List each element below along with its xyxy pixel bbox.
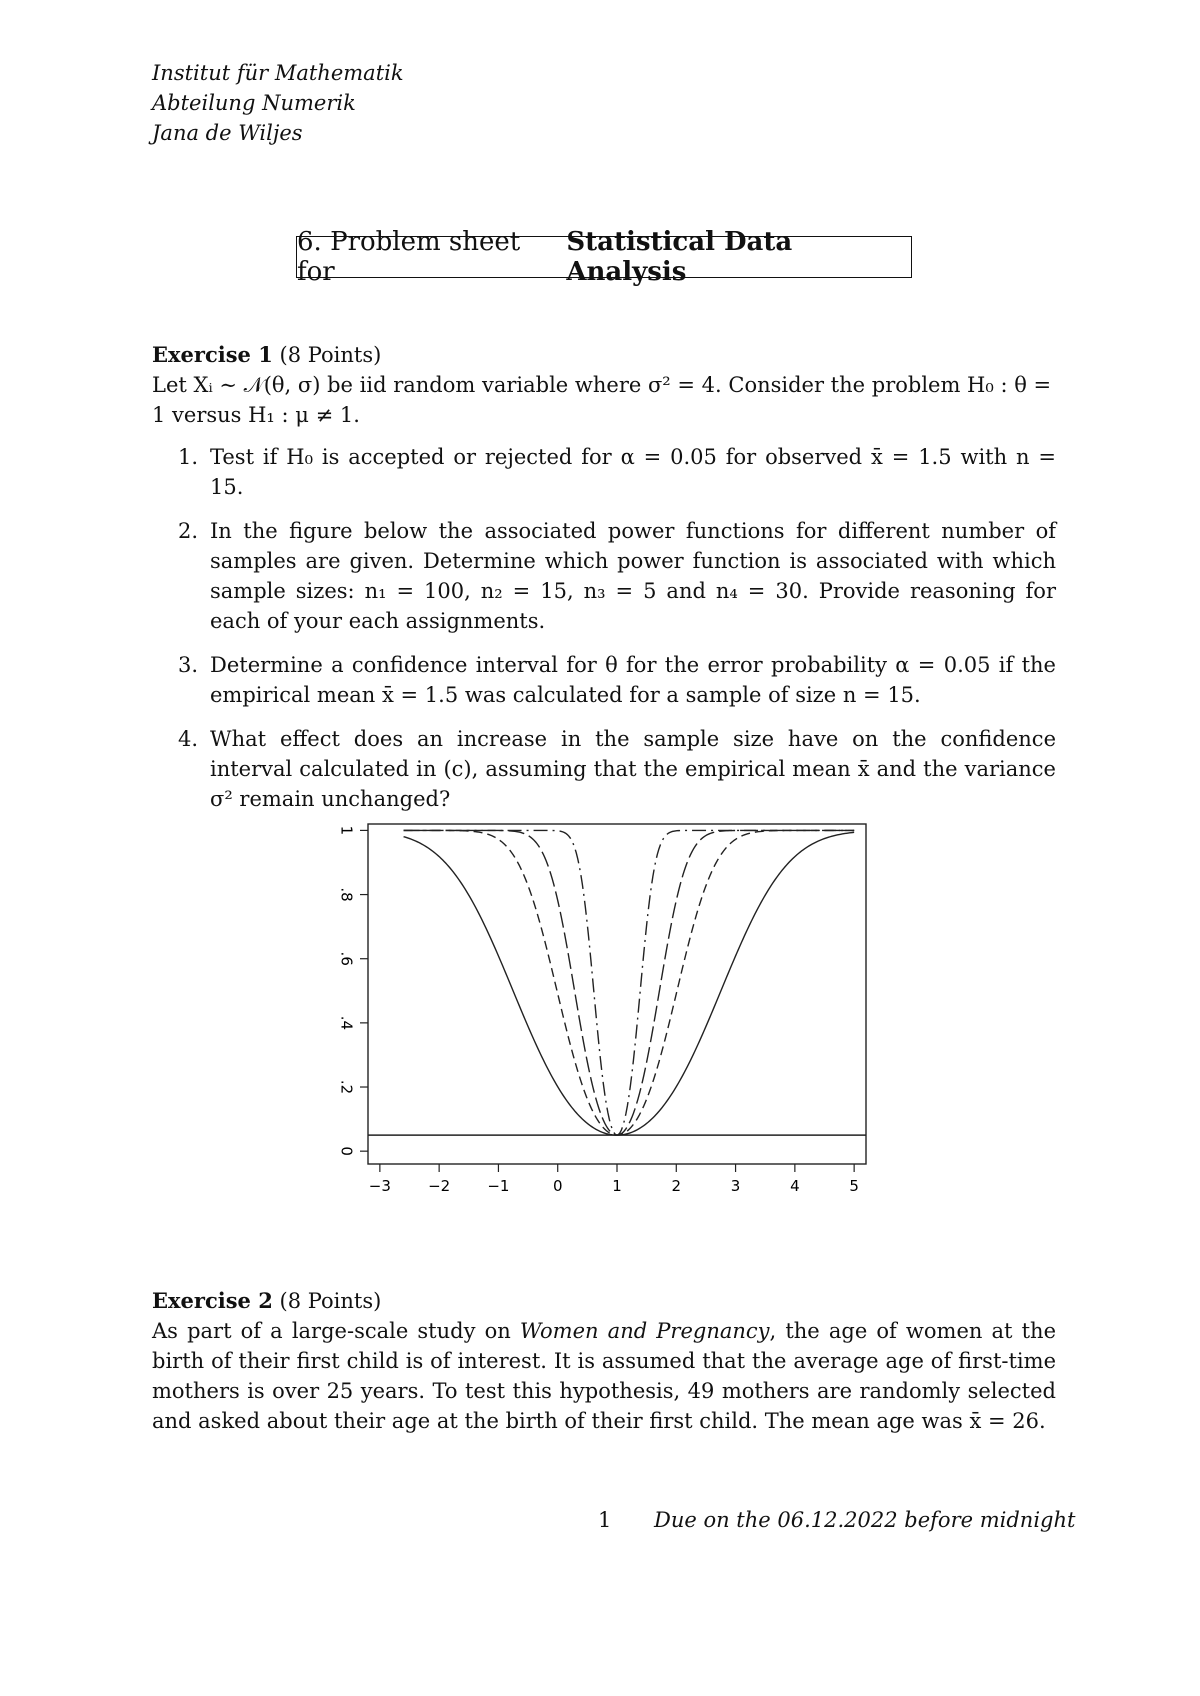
task-number: 4. <box>178 727 199 751</box>
exercise-2-title: Exercise 2 <box>152 1288 273 1313</box>
x-tick-label: 5 <box>849 1177 859 1195</box>
author-name: Jana de Wiljes <box>152 121 303 145</box>
sheet-title <box>296 227 912 287</box>
curve-solid <box>404 832 855 1135</box>
task-item <box>152 650 1056 710</box>
sheet-title-course: Statistical Data Analysis <box>566 227 793 287</box>
x-tick-label: −3 <box>368 1177 391 1195</box>
exercise-1-intro: Let Xᵢ ∼ 𝒩(θ, σ) be iid random variable where σ² = 4. Consider the problem H₀ : θ = 1 versus H₁ : μ ≠ 1. <box>152 373 1052 427</box>
task-text: Test if H₀ is accepted or rejected for α = 0.05 for observed x̄ = 1.5 with n = 15. <box>210 445 1056 499</box>
y-tick-label: 1 <box>337 825 356 836</box>
task-text: What effect does an increase in the sample size have on the confidence interval calculated in (c), assuming that the empirical mean x̄ and the variance σ² remain unchanged? <box>210 727 1056 811</box>
exercise-1-title: Exercise 1 <box>152 342 273 367</box>
task-item <box>152 724 1056 814</box>
curve-dashed <box>404 830 855 1135</box>
task-number: 3. <box>178 653 199 677</box>
curve-dashdot <box>404 830 855 1135</box>
exercise-2-text-start: As part of a large-scale study on <box>152 1319 520 1343</box>
department-name: Abteilung Numerik <box>152 91 356 115</box>
y-tick-label: .4 <box>337 1015 356 1031</box>
y-tick-label: 0 <box>337 1146 356 1156</box>
exercise-1-heading <box>152 340 1056 370</box>
institution-header <box>152 58 404 148</box>
x-tick-label: 1 <box>612 1177 622 1195</box>
y-tick-label: .2 <box>337 1079 356 1095</box>
x-axis <box>369 1164 859 1195</box>
sheet-title-prefix: 6. Problem sheet for <box>297 227 521 287</box>
exercise-1-points: (8 Points) <box>279 343 382 367</box>
x-tick-label: 0 <box>552 1177 563 1195</box>
task-item <box>152 516 1056 636</box>
x-tick-label: −2 <box>428 1177 451 1195</box>
x-tick-label: 3 <box>730 1177 741 1195</box>
power-function-chart <box>320 810 880 1210</box>
task-text: In the figure below the associated power functions for different number of samples are given. Determine which power function is associated with which sample sizes: n₁ = 100, n₂ = 15, n₃ = 5 and n₄ = 30. Provide reasoning for each of your each assignments. <box>210 519 1056 633</box>
institute-name: Institut für Mathematik <box>152 61 404 85</box>
plot-frame <box>368 824 866 1164</box>
page-number: 1 <box>598 1508 612 1532</box>
exercise-2-heading <box>152 1286 1056 1316</box>
task-number: 1. <box>178 445 199 469</box>
x-tick-label: −1 <box>487 1177 510 1195</box>
x-tick-label: 4 <box>790 1177 800 1195</box>
x-tick-label: 2 <box>671 1177 682 1195</box>
exercise-2-text <box>152 1316 1056 1436</box>
due-date: Due on the 06.12.2022 before midnight <box>654 1508 1076 1532</box>
y-tick-label: .8 <box>337 887 356 902</box>
power-curves <box>404 830 855 1135</box>
curve-longdash <box>404 830 855 1135</box>
study-name: Women and Pregnancy <box>519 1319 770 1343</box>
task-number: 2. <box>178 519 199 543</box>
exercise-2-points: (8 Points) <box>279 1289 382 1313</box>
exercise-1-tasks <box>152 442 1056 814</box>
task-item <box>152 442 1056 502</box>
exercise-1 <box>152 340 1056 828</box>
exercise-2-text-rest: , the age of women at the birth of their first child is of interest. It is assumed that the average age of first-time mothers is over 25 years. To test this hypothesis, 49 mothers are randomly selected and asked about their age at the birth of their first child. The mean age was x̄ = 26. <box>152 1319 1056 1433</box>
y-tick-label: .6 <box>337 951 356 966</box>
task-text: Determine a confidence interval for θ for the error probability α = 0.05 if the empirical mean x̄ = 1.5 was calculated for a sample of size n = 15. <box>210 653 1056 707</box>
exercise-2 <box>152 1286 1056 1436</box>
y-axis <box>338 826 369 1156</box>
power-function-figure <box>320 810 880 1210</box>
